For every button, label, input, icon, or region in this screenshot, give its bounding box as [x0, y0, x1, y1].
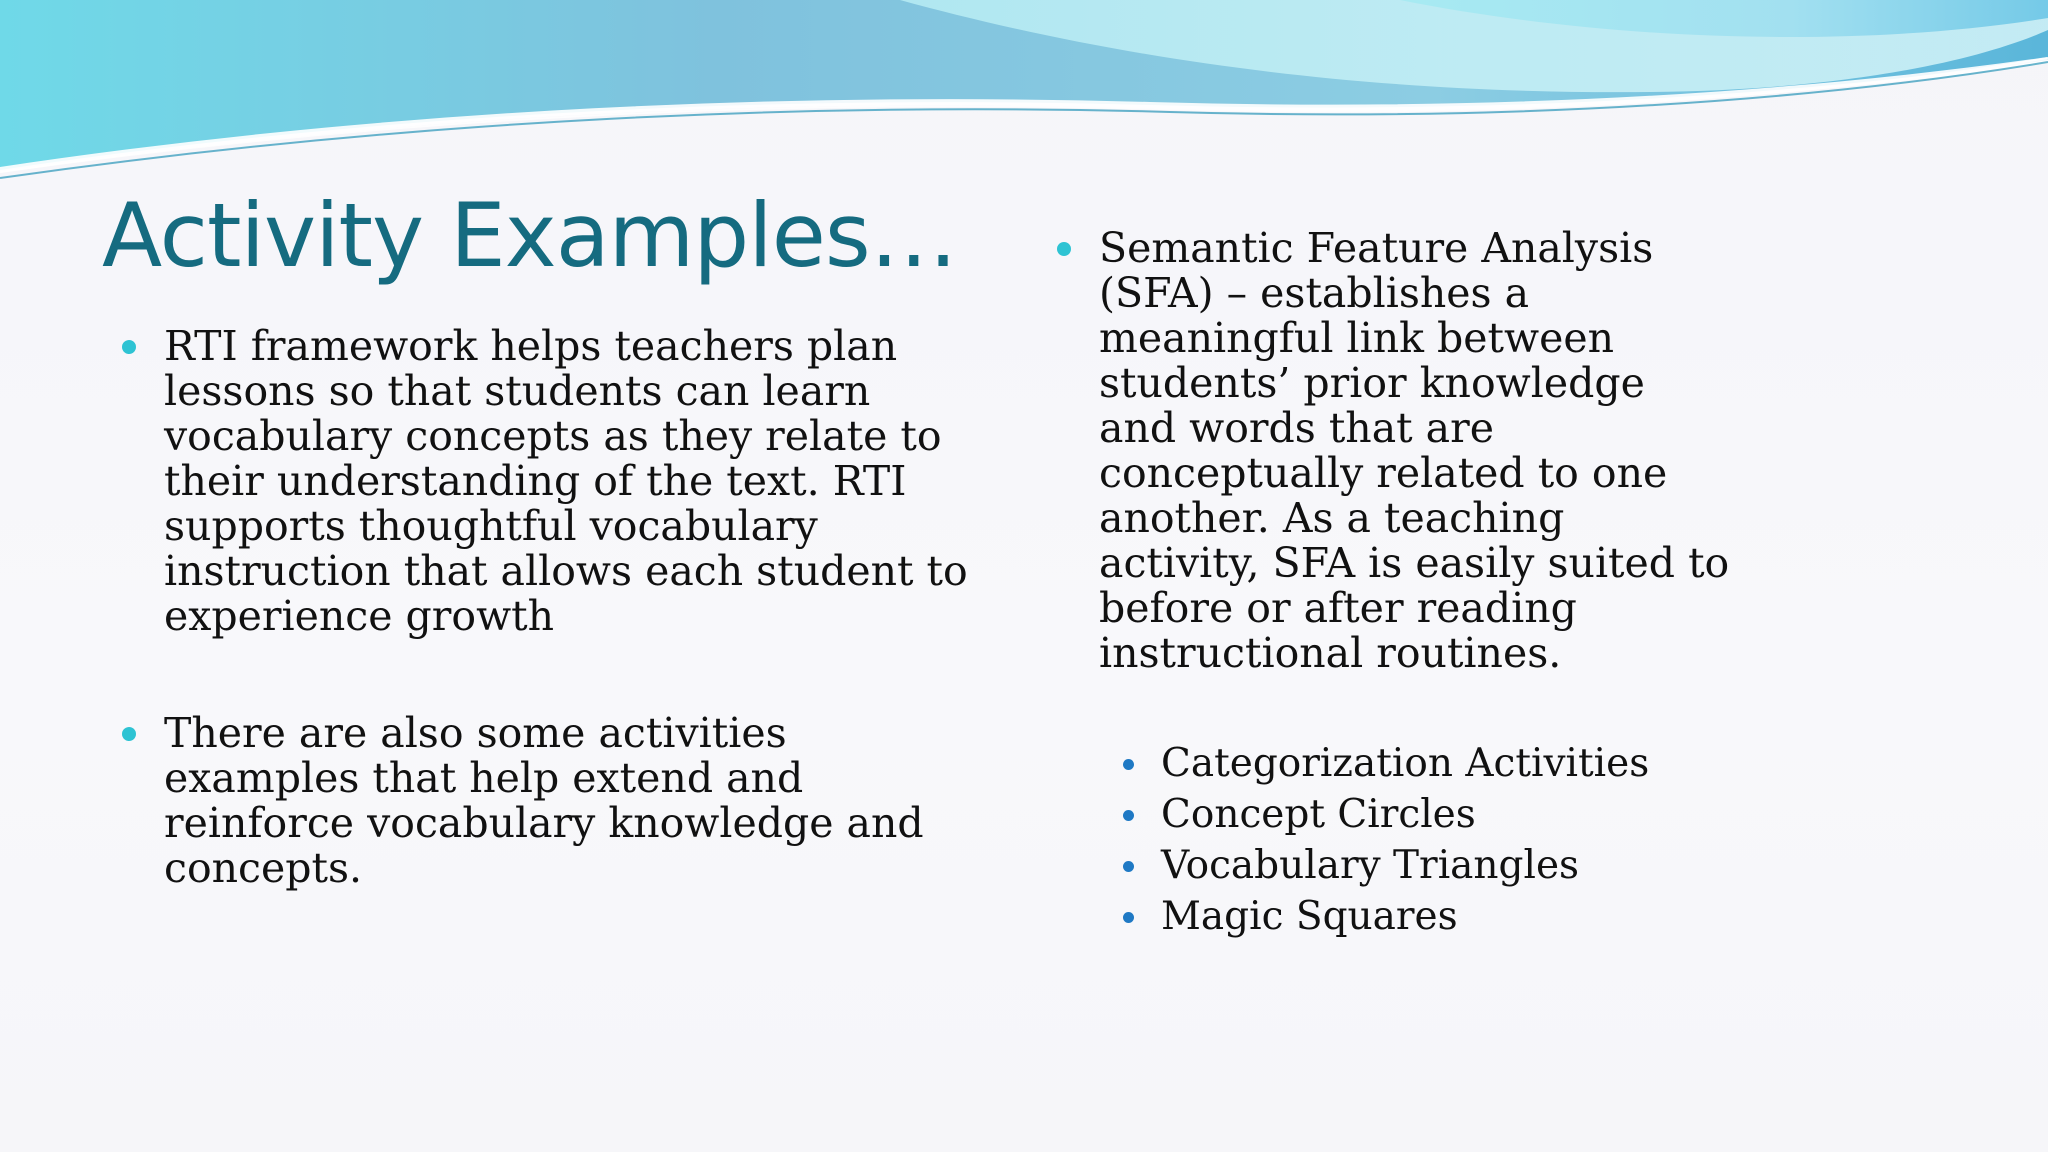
bullet-rti-framework: RTI framework helps teachers plan lessons so that students can learn vocabulary concepts as they relate to their understanding of the text. RTI supports thoughtful vocabulary instruction that allows each student to experience growth: [118, 324, 968, 639]
sub-item-vocabulary-triangles: Vocabulary Triangles: [1123, 840, 1733, 891]
spacer: [118, 639, 968, 711]
sub-item-concept-circles: Concept Circles: [1123, 789, 1733, 840]
sub-item-magic-squares: Magic Squares: [1123, 891, 1733, 942]
bullet-semantic-feature-analysis: Semantic Feature Analysis (SFA) – establishes a meaningful link between students’ prior knowledge and words that are conceptually related to one another. As a teaching activity, SFA is easily suited to before or after reading instructional routines.: [1053, 226, 1733, 676]
slide-title: Activity Examples…: [102, 184, 957, 287]
activity-sub-list: [1053, 738, 1733, 942]
bullet-activities-intro: There are also some activities examples that help extend and reinforce vocabulary knowledge and concepts.: [118, 711, 968, 891]
left-column: [118, 324, 968, 891]
right-column: [1053, 226, 1733, 942]
header-wave-decoration: [0, 0, 2048, 190]
sub-item-categorization: Categorization Activities: [1123, 738, 1733, 789]
